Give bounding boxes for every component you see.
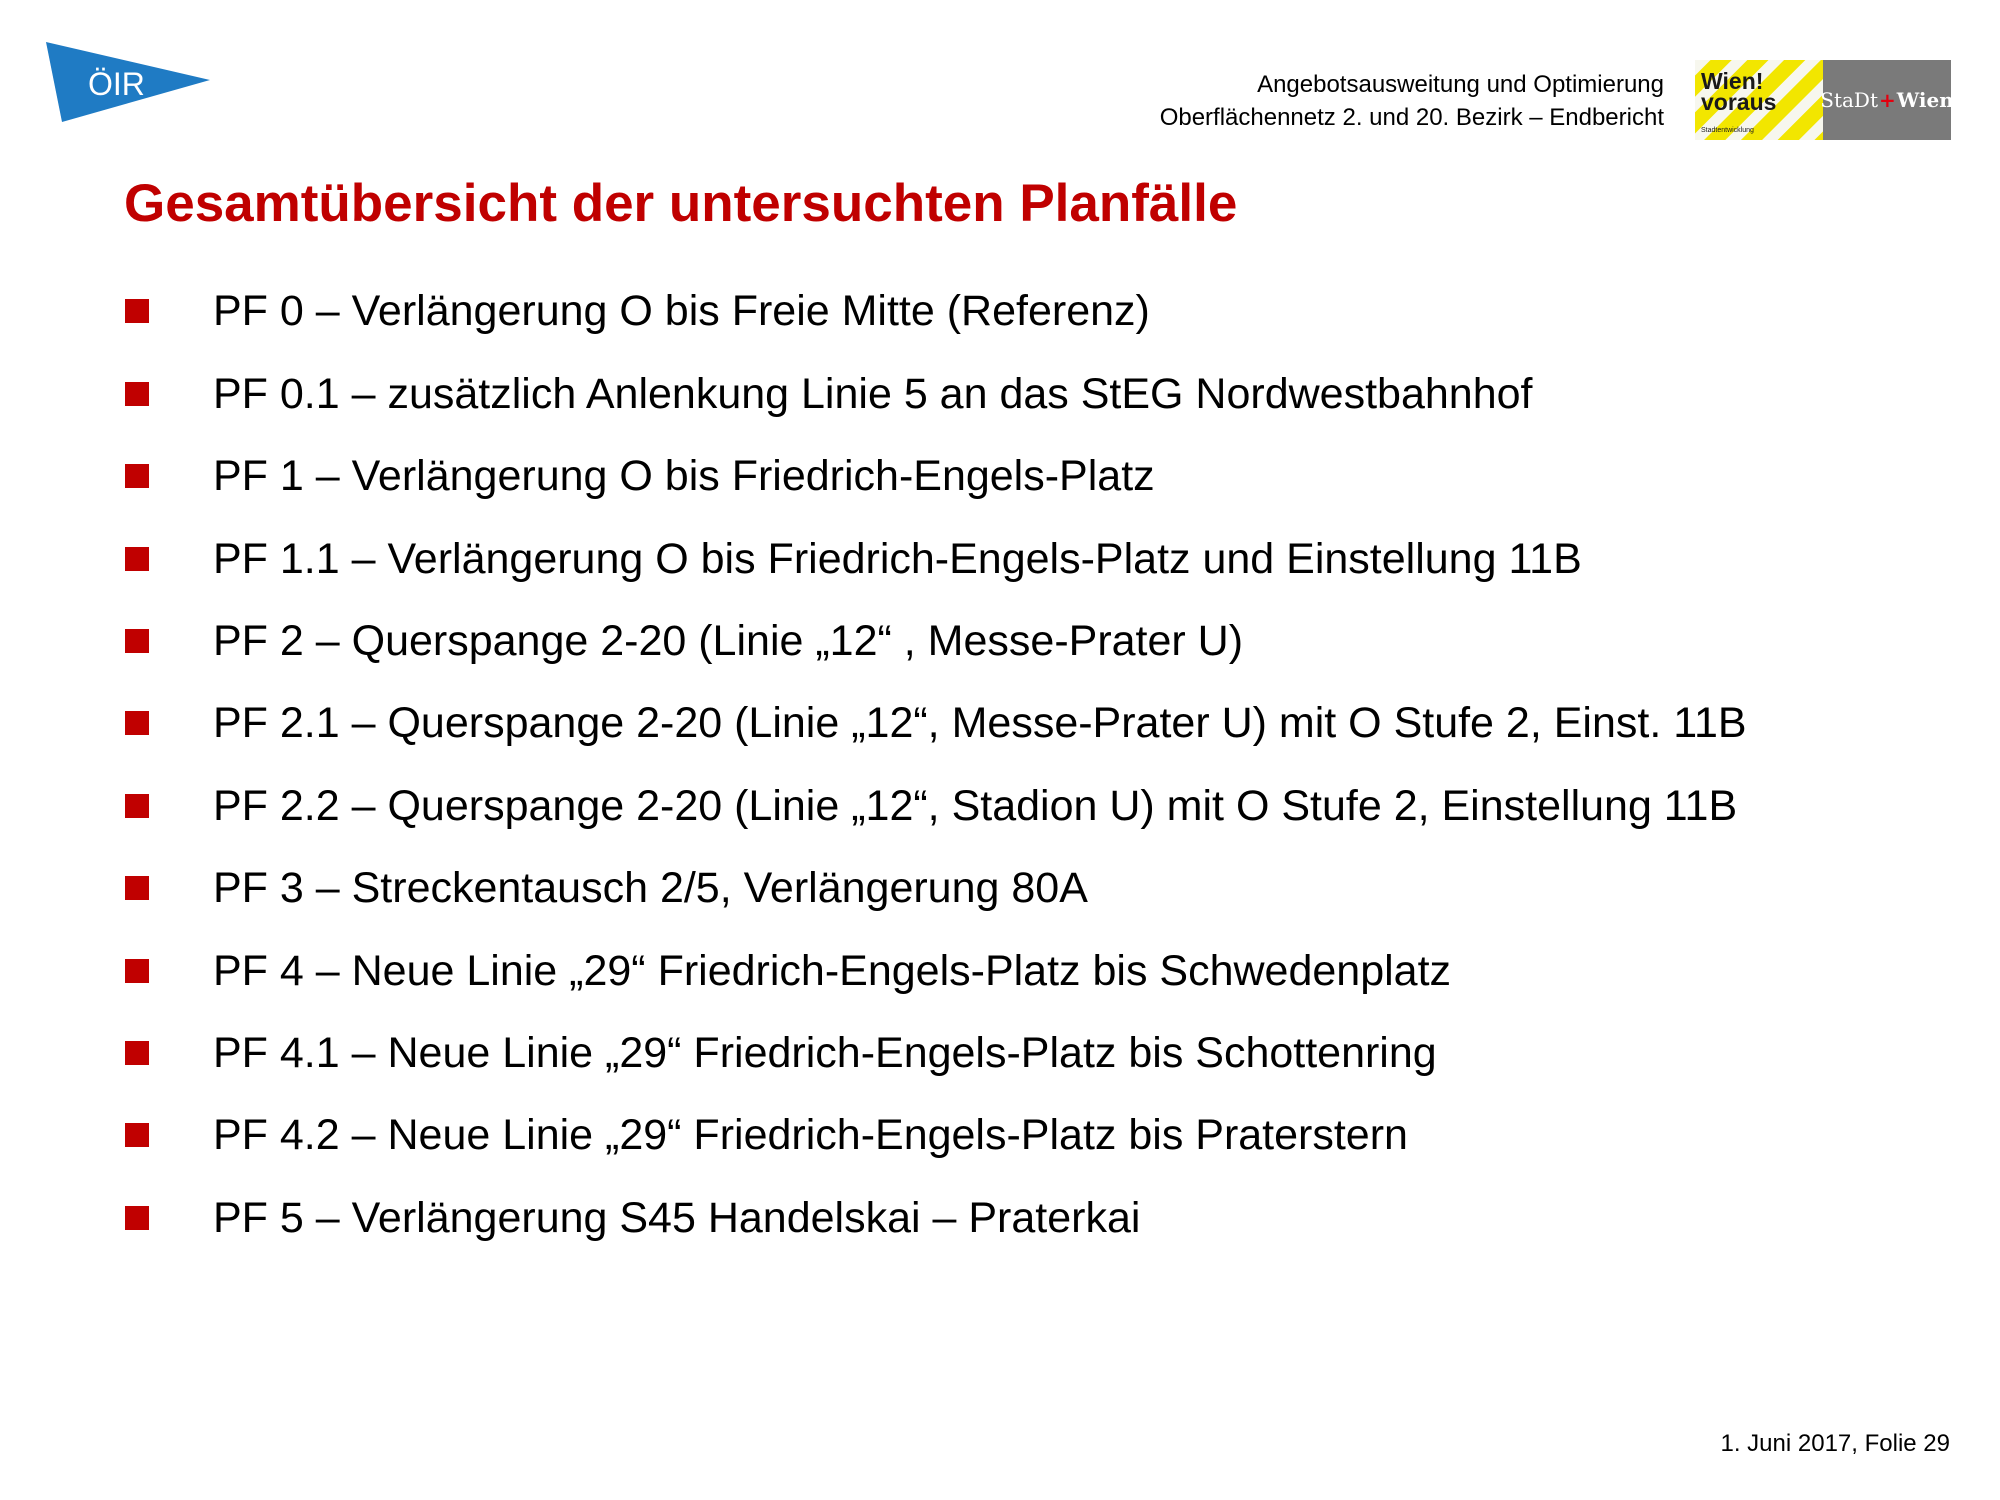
list-item-text: PF 1 – Verlängerung O bis Friedrich-Engels-Platz [213, 452, 1155, 500]
report-title-line2: Oberflächennetz 2. und 20. Bezirk – Endbericht [1159, 104, 1664, 131]
page-title: Gesamtübersicht der untersuchten Planfälle [124, 174, 1238, 233]
list-item [125, 1025, 1437, 1081]
list-item [125, 1107, 1408, 1163]
stadt-wien-logo-part2: Wien [1896, 88, 1954, 112]
bullet-square-icon [125, 794, 149, 818]
wien-logo-line1: Wien! [1701, 68, 1764, 94]
bullet-square-icon [125, 547, 149, 571]
list-item-text: PF 0.1 – zusätzlich Anlenkung Linie 5 an das StEG Nordwestbahnhof [213, 370, 1533, 418]
wien-logo-small: Stadtentwicklung [1701, 127, 1754, 134]
wien-voraus-logo [1695, 60, 1823, 140]
list-item [125, 448, 1155, 504]
list-item [125, 943, 1451, 999]
list-item [125, 1190, 1140, 1246]
wien-logo-line2: voraus [1701, 89, 1777, 115]
bullet-square-icon [125, 876, 149, 900]
list-item-text: PF 3 – Streckentausch 2/5, Verlängerung 80A [213, 864, 1088, 912]
report-title-line1: Angebotsausweitung und Optimierung [1257, 71, 1664, 98]
list-item [125, 778, 1737, 834]
list-item-text: PF 2.2 – Querspange 2-20 (Linie „12“, Stadion U) mit O Stufe 2, Einstellung 11B [213, 782, 1738, 830]
list-item-text: PF 1.1 – Verlängerung O bis Friedrich-Engels-Platz und Einstellung 11B [213, 535, 1582, 583]
bullet-square-icon [125, 629, 149, 653]
list-item-text: PF 5 – Verlängerung S45 Handelskai – Praterkai [213, 1194, 1141, 1242]
oir-logo [44, 40, 210, 124]
list-item [125, 613, 1243, 669]
bullet-square-icon [125, 1041, 149, 1065]
list-item-text: PF 4.1 – Neue Linie „29“ Friedrich-Engels-Platz bis Schottenring [213, 1029, 1437, 1077]
list-item [125, 860, 1088, 916]
bullet-square-icon [125, 382, 149, 406]
list-item [125, 283, 1150, 339]
bullet-square-icon [125, 1123, 149, 1147]
report-header [1160, 68, 1664, 134]
oir-logo-text: ÖIR [88, 66, 145, 102]
list-item-text: PF 4.2 – Neue Linie „29“ Friedrich-Engels-Platz bis Praterstern [213, 1111, 1408, 1159]
stadt-wien-logo-part1: StaDt [1820, 88, 1878, 112]
list-item [125, 531, 1582, 587]
slide-footer-date-page: 1. Juni 2017, Folie 29 [1720, 1430, 1950, 1457]
list-item [125, 366, 1532, 422]
stadt-wien-logo-plus: + [1879, 88, 1896, 112]
bullet-square-icon [125, 711, 149, 735]
bullet-square-icon [125, 464, 149, 488]
bullet-square-icon [125, 1206, 149, 1230]
bullet-square-icon [125, 299, 149, 323]
list-item-text: PF 2 – Querspange 2-20 (Linie „12“ , Messe-Prater U) [213, 617, 1244, 665]
stadt-wien-logo [1820, 60, 1954, 140]
list-item-text: PF 4 – Neue Linie „29“ Friedrich-Engels-Platz bis Schwedenplatz [213, 947, 1452, 995]
list-item-text: PF 2.1 – Querspange 2-20 (Linie „12“, Messe-Prater U) mit O Stufe 2, Einst. 11B [213, 699, 1747, 747]
bullet-square-icon [125, 959, 149, 983]
list-item-text: PF 0 – Verlängerung O bis Freie Mitte (Referenz) [213, 287, 1150, 335]
list-item [125, 695, 1747, 751]
